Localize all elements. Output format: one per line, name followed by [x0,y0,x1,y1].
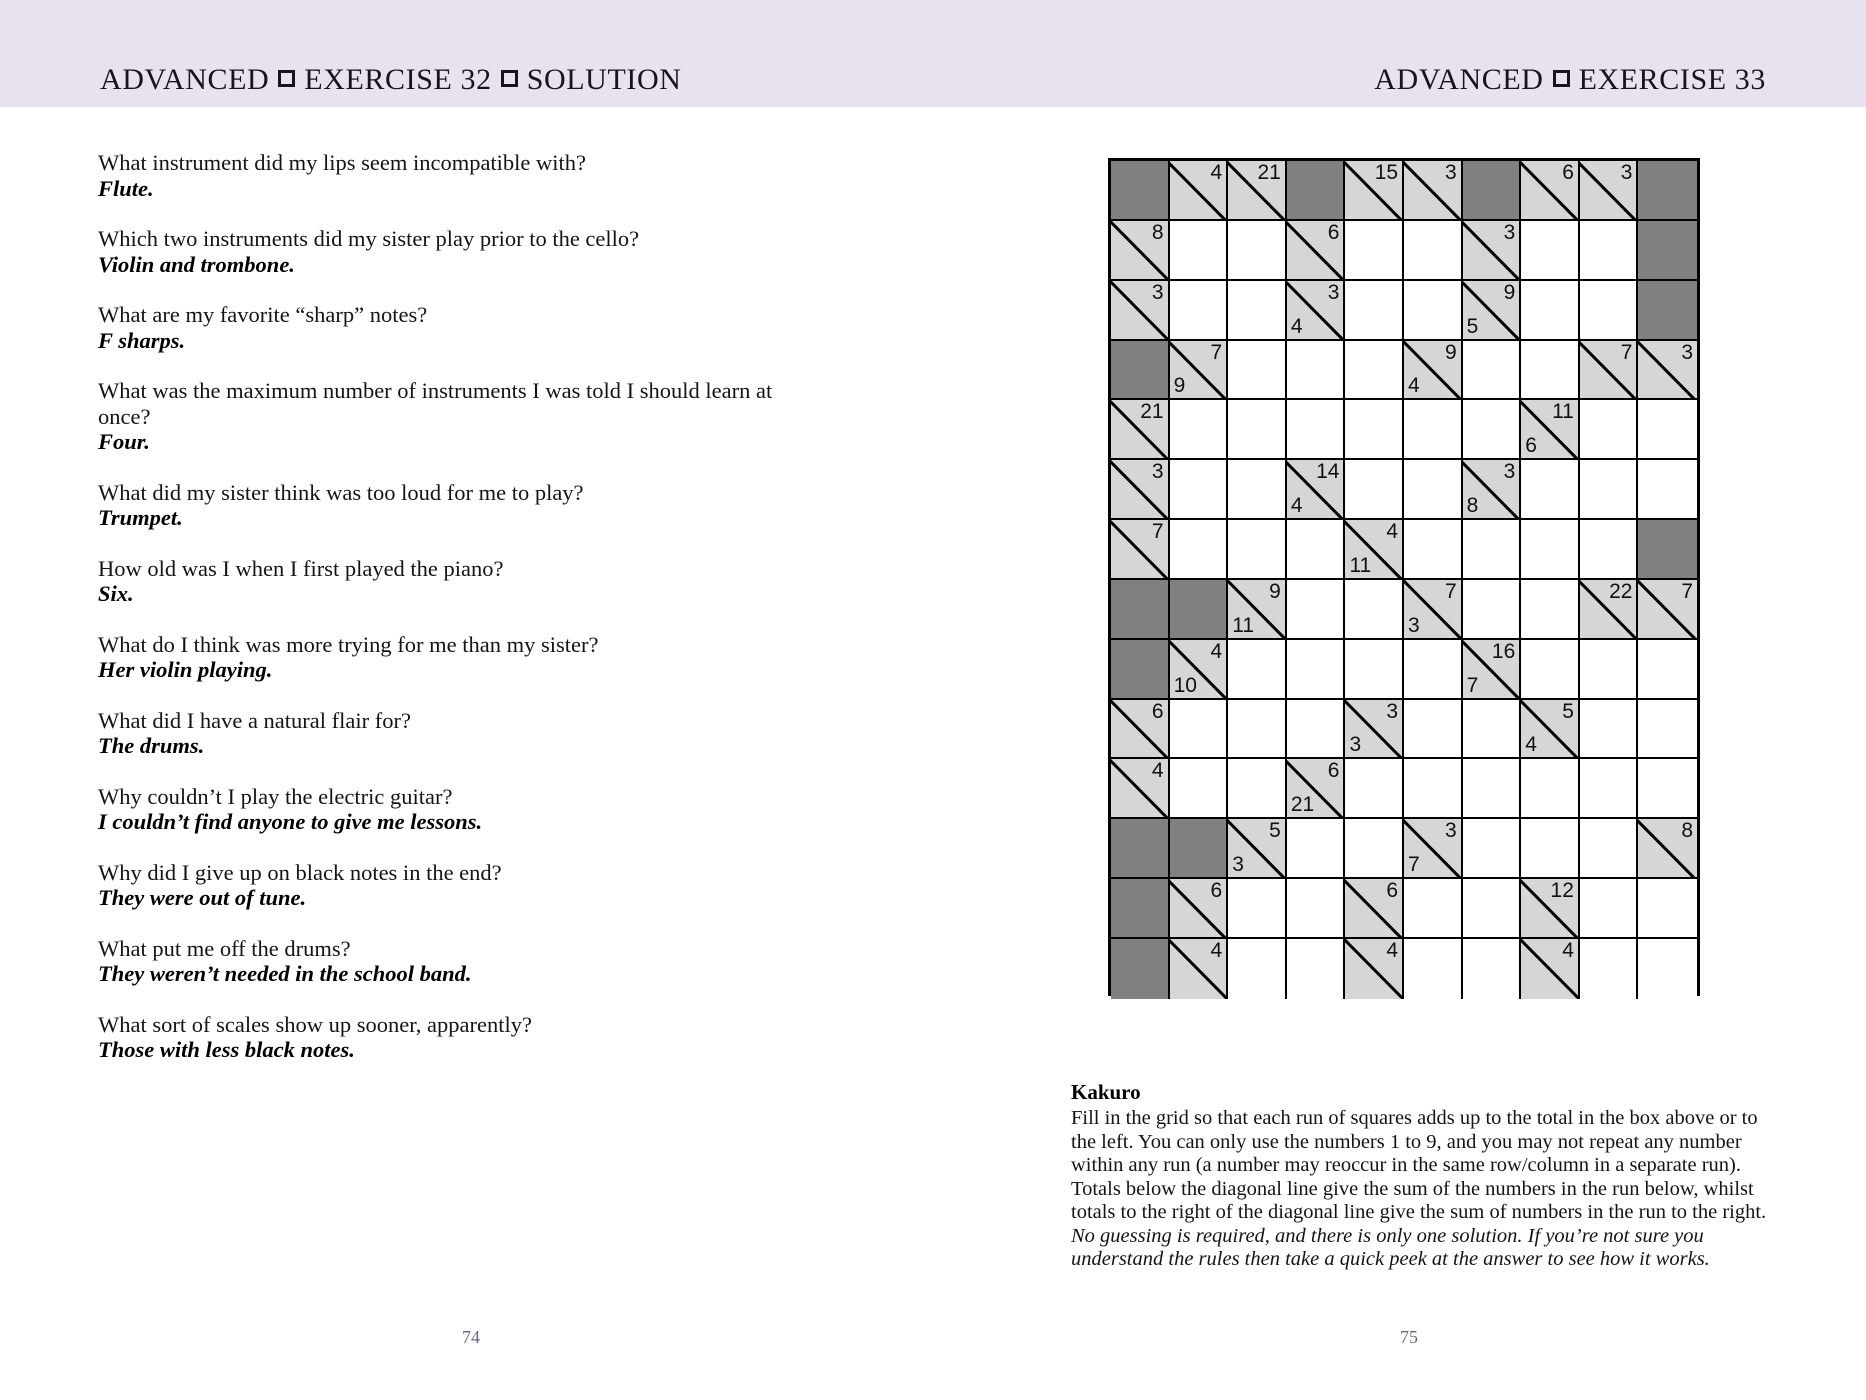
square-bullet-icon [501,70,518,87]
kakuro-down-clue: 11 [1232,613,1255,637]
kakuro-down-clue: 4 [1210,161,1223,184]
kakuro-entry-cell[interactable] [1228,341,1287,401]
kakuro-entry-cell[interactable] [1638,700,1697,760]
kakuro-entry-cell[interactable] [1521,281,1580,341]
kakuro-entry-cell[interactable] [1228,460,1287,520]
page-number-right: 75 [1400,1327,1418,1347]
kakuro-clue-cell [1345,879,1404,939]
kakuro-entry-cell[interactable] [1580,400,1639,460]
qa-question: What did I have a natural flair for? [98,707,411,733]
kakuro-entry-cell[interactable] [1521,520,1580,580]
kakuro-entry-cell[interactable] [1463,759,1522,819]
qa-question: What was the maximum number of instruments I was told I should learn at once? [98,378,773,429]
qa-block [98,480,808,531]
kakuro-entry-cell[interactable] [1404,281,1463,341]
qa-block [98,936,808,987]
kakuro-entry-cell[interactable] [1287,341,1346,401]
kakuro-entry-cell[interactable] [1228,281,1287,341]
qa-answer: Flute. [98,175,154,201]
kakuro-entry-cell[interactable] [1287,520,1346,580]
kakuro-entry-cell[interactable] [1170,400,1229,460]
qa-block [98,1012,808,1063]
kakuro-entry-cell[interactable] [1228,879,1287,939]
kakuro-blocked-cell [1638,281,1697,341]
kakuro-entry-cell[interactable] [1521,460,1580,520]
kakuro-across-clue: 3 [1503,460,1516,484]
qa-answer: Four. [98,429,150,454]
kakuro-entry-cell[interactable] [1287,939,1346,999]
kakuro-across-clue: 21 [1140,400,1164,424]
kakuro-down-clue: 22 [1609,579,1633,603]
kakuro-entry-cell[interactable] [1228,939,1287,999]
kakuro-down-clue: 7 [1408,853,1420,877]
kakuro-entry-cell[interactable] [1228,640,1287,700]
kakuro-down-clue: 7 [1681,579,1694,603]
kakuro-clue-cell [1580,161,1639,221]
kakuro-clue-cell [1287,281,1346,341]
kakuro-row [1111,939,1697,999]
qa-question: How old was I when I first played the piano? [98,555,504,581]
kakuro-down-clue: 4 [1525,733,1537,757]
kakuro-row [1111,759,1697,819]
kakuro-across-clue: 6 [1327,759,1340,783]
qa-block [98,556,808,607]
kakuro-across-clue: 9 [1503,280,1516,304]
kakuro-entry-cell[interactable] [1638,640,1697,700]
kakuro-blocked-cell [1111,640,1170,700]
kakuro-entry-cell[interactable] [1463,400,1522,460]
qa-question: Which two instruments did my sister play prior to the cello? [98,226,640,251]
kakuro-down-clue: 4 [1290,314,1303,338]
kakuro-clue-cell [1287,759,1346,819]
kakuro-entry-cell[interactable] [1170,520,1229,580]
kakuro-down-clue: 3 [1503,220,1516,244]
qa-answer: Violin and trombone. [98,251,295,277]
kakuro-across-clue: 16 [1491,639,1516,663]
kakuro-clue-cell [1228,161,1287,221]
qa-question: What did my sister think was too loud for me to play? [98,479,584,505]
kakuro-row [1111,520,1697,580]
qa-answer: Her violin playing. [98,657,273,682]
kakuro-down-clue: 21 [1257,161,1281,184]
kakuro-entry-cell[interactable] [1345,759,1404,819]
qa-block [98,302,808,353]
qa-block [98,226,808,277]
kakuro-down-clue: 6 [1525,434,1537,458]
qa-block [98,708,808,759]
kakuro-down-clue: 9 [1173,374,1186,398]
kakuro-blocked-cell [1170,580,1229,640]
kakuro-entry-cell[interactable] [1287,640,1346,700]
qa-question: What put me off the drums? [98,935,351,961]
kakuro-row [1111,700,1697,760]
kakuro-entry-cell[interactable] [1345,400,1404,460]
kakuro-across-clue: 3 [1386,699,1399,723]
kakuro-clue-cell [1521,700,1580,760]
kakuro-across-clue: 14 [1316,460,1340,484]
kakuro-entry-cell[interactable] [1638,879,1697,939]
square-bullet-icon [278,70,295,87]
kakuro-blocked-cell [1111,939,1170,999]
kakuro-across-clue: 3 [1444,819,1457,843]
kakuro-down-clue: 4 [1210,938,1223,962]
kakuro-across-clue: 4 [1210,639,1223,663]
kakuro-entry-cell[interactable] [1580,759,1639,819]
kakuro-entry-cell[interactable] [1580,460,1639,520]
kakuro-down-clue: 3 [1681,340,1694,364]
kakuro-entry-cell[interactable] [1287,879,1346,939]
kakuro-clue-cell [1463,281,1522,341]
kakuro-clue-cell [1170,640,1229,700]
kakuro-entry-cell[interactable] [1580,879,1639,939]
kakuro-entry-cell[interactable] [1228,221,1287,281]
kakuro-blocked-cell [1287,161,1346,221]
kakuro-caption-body: Fill in the grid so that each run of squares adds up to the total in the box above or to the left. You can only use the numbers 1 to 9, and you may not repeat any number within any run (a number may reoccur in the same row/column in a separate run). Totals below the diagonal line give the sum of the numbers in the run below, whilst totals to the right of the diagonal line give the sum of numbers in the run to the right. [1071,1107,1767,1223]
kakuro-across-clue: 8 [1151,220,1164,244]
kakuro-across-clue: 4 [1386,520,1399,544]
kakuro-row [1111,879,1697,939]
kakuro-clue-cell [1287,460,1346,520]
kakuro-entry-cell[interactable] [1580,700,1639,760]
kakuro-clue-cell [1111,700,1170,760]
qa-block [98,784,808,835]
qa-question: Why couldn’t I play the electric guitar? [98,783,453,809]
qa-answer: F sharps. [98,327,186,353]
kakuro-down-clue: 8 [1681,819,1694,843]
kakuro-row [1111,161,1697,221]
qa-block [98,150,808,201]
kakuro-blocked-cell [1638,221,1697,281]
page-header-bar [0,0,1866,107]
kakuro-clue-cell [1345,161,1404,221]
kakuro-across-clue: 4 [1151,759,1164,783]
kakuro-entry-cell[interactable] [1404,460,1463,520]
kakuro-clue-cell [1463,640,1522,700]
kakuro-across-clue: 5 [1269,819,1281,843]
kakuro-across-clue: 11 [1552,400,1574,424]
kakuro-clue-cell [1111,221,1170,281]
kakuro-entry-cell[interactable] [1170,759,1229,819]
kakuro-entry-cell[interactable] [1228,759,1287,819]
kakuro-entry-cell[interactable] [1580,640,1639,700]
kakuro-clue-cell [1111,400,1170,460]
kakuro-down-clue: 3 [1349,733,1362,757]
kakuro-down-clue: 7 [1466,673,1479,697]
kakuro-clue-cell [1521,879,1580,939]
kakuro-entry-cell[interactable] [1638,939,1697,999]
kakuro-down-clue: 10 [1173,673,1197,697]
kakuro-down-clue: 3 [1620,161,1633,184]
qa-answer: I couldn’t find anyone to give me lessons. [98,809,483,834]
kakuro-blocked-cell [1111,580,1170,640]
kakuro-entry-cell[interactable] [1345,281,1404,341]
kakuro-clue-cell [1404,341,1463,401]
kakuro-entry-cell[interactable] [1228,400,1287,460]
kakuro-blocked-cell [1170,819,1229,879]
kakuro-entry-cell[interactable] [1580,221,1639,281]
kakuro-down-clue: 8 [1466,494,1479,518]
kakuro-clue-cell [1638,819,1697,879]
header-left-part-1: ADVANCED [100,63,270,96]
kakuro-entry-cell[interactable] [1521,759,1580,819]
kakuro-down-clue: 3 [1232,853,1244,877]
kakuro-across-clue: 3 [1327,280,1340,304]
kakuro-entry-cell[interactable] [1463,580,1522,640]
kakuro-entry-cell[interactable] [1404,400,1463,460]
kakuro-across-clue: 7 [1151,520,1164,544]
kakuro-clue-cell [1170,341,1229,401]
kakuro-blocked-cell [1463,161,1522,221]
kakuro-caption-note: No guessing is required, and there is only one solution. If you’re not sure you understand the rules then take a quick peek at the answer to see how it works. [1071,1224,1710,1270]
kakuro-clue-cell [1111,520,1170,580]
kakuro-entry-cell[interactable] [1287,580,1346,640]
kakuro-down-clue: 7 [1620,340,1633,364]
kakuro-entry-cell[interactable] [1521,640,1580,700]
kakuro-entry-cell[interactable] [1463,819,1522,879]
kakuro-entry-cell[interactable] [1463,520,1522,580]
kakuro-across-clue: 9 [1444,340,1457,364]
kakuro-clue-cell [1404,819,1463,879]
kakuro-down-clue: 3 [1408,613,1420,637]
header-left-part-3: SOLUTION [526,63,682,96]
kakuro-entry-cell[interactable] [1521,580,1580,640]
kakuro-clue-cell [1170,939,1229,999]
kakuro-row [1111,580,1697,640]
kakuro-clue-cell [1638,341,1697,401]
kakuro-entry-cell[interactable] [1580,281,1639,341]
kakuro-row [1111,281,1697,341]
qa-answer: They were out of tune. [98,885,307,910]
kakuro-blocked-cell [1638,520,1697,580]
kakuro-across-clue: 9 [1269,579,1281,603]
kakuro-entry-cell[interactable] [1345,640,1404,700]
kakuro-down-clue: 4 [1386,938,1399,962]
page-number-left: 74 [462,1327,480,1347]
kakuro-down-clue: 4 [1562,938,1574,962]
header-right-part-1: ADVANCED [1374,63,1544,96]
kakuro-down-clue: 4 [1290,494,1303,518]
kakuro-across-clue: 5 [1562,699,1574,723]
kakuro-down-clue: 4 [1408,374,1420,398]
kakuro-entry-cell[interactable] [1638,759,1697,819]
kakuro-blocked-cell [1111,879,1170,939]
kakuro-entry-cell[interactable] [1170,460,1229,520]
kakuro-entry-cell[interactable] [1404,221,1463,281]
kakuro-clue-cell [1638,580,1697,640]
kakuro-entry-cell[interactable] [1580,819,1639,879]
kakuro-entry-cell[interactable] [1170,221,1229,281]
qa-answer: Six. [98,581,134,606]
kakuro-entry-cell[interactable] [1345,460,1404,520]
kakuro-down-clue: 6 [1210,879,1223,903]
kakuro-blocked-cell [1111,341,1170,401]
qa-question: What do I think was more trying for me than my sister? [98,631,599,657]
kakuro-clue-cell [1463,221,1522,281]
kakuro-clue-cell [1521,161,1580,221]
kakuro-down-clue: 15 [1374,161,1399,184]
kakuro-entry-cell[interactable] [1287,400,1346,460]
kakuro-entry-cell[interactable] [1404,879,1463,939]
kakuro-entry-cell[interactable] [1404,939,1463,999]
kakuro-across-clue: 7 [1210,340,1223,364]
kakuro-entry-cell[interactable] [1345,341,1404,401]
kakuro-clue-cell [1111,281,1170,341]
kakuro-clue-cell [1463,460,1522,520]
kakuro-clue-cell [1404,580,1463,640]
kakuro-clue-cell [1580,341,1639,401]
kakuro-clue-cell [1521,400,1580,460]
kakuro-entry-cell[interactable] [1404,759,1463,819]
qa-question: What are my favorite “sharp” notes? [98,302,428,327]
qa-answer: They weren’t needed in the school band. [98,961,472,986]
kakuro-across-clue: 6 [1151,699,1164,723]
kakuro-clue-cell [1404,161,1463,221]
kakuro-entry-cell[interactable] [1463,341,1522,401]
kakuro-entry-cell[interactable] [1580,520,1639,580]
solution-qa-list [98,150,808,1088]
kakuro-entry-cell[interactable] [1228,700,1287,760]
kakuro-entry-cell[interactable] [1228,520,1287,580]
qa-block [98,632,808,683]
kakuro-grid [1108,158,1700,996]
kakuro-across-clue: 3 [1151,460,1164,484]
kakuro-entry-cell[interactable] [1345,580,1404,640]
kakuro-entry-cell[interactable] [1345,221,1404,281]
kakuro-clue-cell [1111,460,1170,520]
kakuro-entry-cell[interactable] [1521,221,1580,281]
kakuro-down-clue: 21 [1290,793,1315,817]
kakuro-blocked-cell [1111,161,1170,221]
qa-question: Why did I give up on black notes in the end? [98,859,502,885]
kakuro-entry-cell[interactable] [1580,939,1639,999]
kakuro-down-clue: 3 [1444,161,1457,184]
kakuro-entry-cell[interactable] [1521,819,1580,879]
kakuro-clue-cell [1170,879,1229,939]
kakuro-clue-cell [1111,759,1170,819]
kakuro-blocked-cell [1111,819,1170,879]
kakuro-clue-cell [1345,939,1404,999]
kakuro-row [1111,400,1697,460]
page-title-right [1374,63,1766,97]
kakuro-down-clue: 12 [1550,879,1574,903]
kakuro-clue-cell [1580,580,1639,640]
kakuro-entry-cell[interactable] [1404,700,1463,760]
kakuro-clue-cell [1287,221,1346,281]
kakuro-entry-cell[interactable] [1170,700,1229,760]
kakuro-down-clue: 6 [1386,879,1399,903]
kakuro-caption-title: Kakuro [1071,1080,1141,1104]
kakuro-entry-cell[interactable] [1463,879,1522,939]
kakuro-entry-cell[interactable] [1638,460,1697,520]
header-right-part-2: EXERCISE 33 [1578,63,1766,96]
kakuro-down-clue: 6 [1327,220,1340,244]
kakuro-entry-cell[interactable] [1287,819,1346,879]
kakuro-clue-cell [1521,939,1580,999]
kakuro-entry-cell[interactable] [1170,281,1229,341]
kakuro-entry-cell[interactable] [1404,520,1463,580]
qa-question: What instrument did my lips seem incompatible with? [98,150,587,175]
kakuro-down-clue: 6 [1562,161,1574,184]
kakuro-row [1111,460,1697,520]
kakuro-caption [1071,1080,1786,1272]
kakuro-row [1111,341,1697,401]
kakuro-row [1111,640,1697,700]
qa-answer: The drums. [98,733,205,758]
qa-answer: Trumpet. [98,505,183,530]
square-bullet-icon [1553,70,1570,87]
kakuro-clue-cell [1345,700,1404,760]
qa-question: What sort of scales show up sooner, apparently? [98,1011,532,1037]
qa-answer: Those with less black notes. [98,1037,355,1062]
kakuro-row [1111,819,1697,879]
kakuro-clue-cell [1228,819,1287,879]
qa-block [98,378,808,455]
kakuro-clue-cell [1170,161,1229,221]
kakuro-down-clue: 11 [1349,553,1372,577]
kakuro-blocked-cell [1638,161,1697,221]
header-left-part-2: EXERCISE 32 [304,63,492,96]
kakuro-across-clue: 7 [1444,579,1457,603]
kakuro-row [1111,221,1697,281]
kakuro-entry-cell[interactable] [1521,341,1580,401]
kakuro-across-clue: 3 [1151,280,1164,304]
kakuro-entry-cell[interactable] [1404,640,1463,700]
kakuro-entry-cell[interactable] [1287,700,1346,760]
kakuro-entry-cell[interactable] [1463,700,1522,760]
page-title-left [100,63,682,97]
kakuro-clue-cell [1345,520,1404,580]
kakuro-entry-cell[interactable] [1638,400,1697,460]
kakuro-entry-cell[interactable] [1463,939,1522,999]
kakuro-down-clue: 5 [1466,314,1479,338]
kakuro-clue-cell [1228,580,1287,640]
kakuro-entry-cell[interactable] [1345,819,1404,879]
qa-block [98,860,808,911]
